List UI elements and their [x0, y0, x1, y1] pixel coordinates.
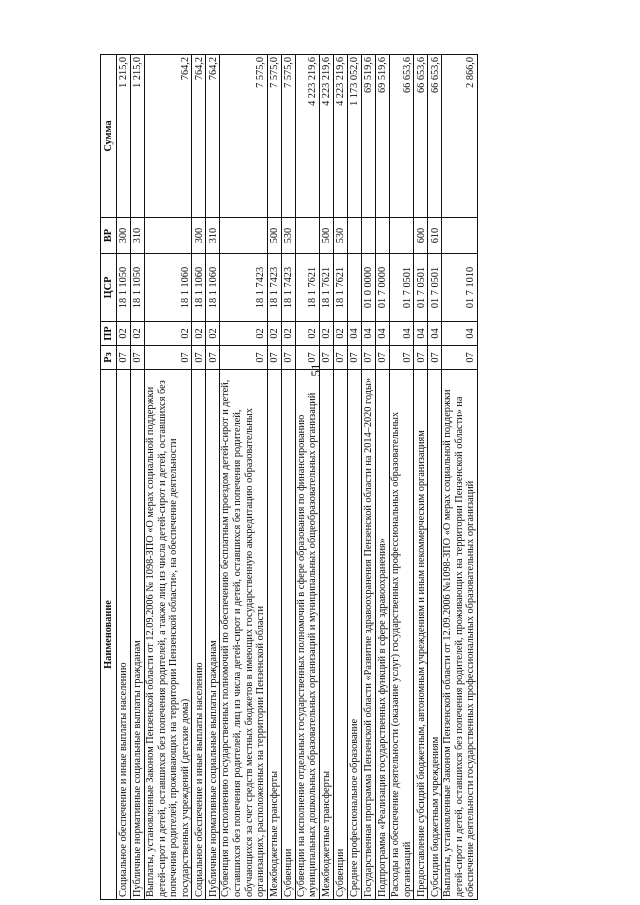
- cell-vr: 310: [206, 217, 220, 253]
- cell-csr: 18 1 7621: [295, 253, 319, 321]
- page-number: 51: [308, 363, 323, 377]
- cell-sum: 4 223 219,6: [319, 54, 333, 217]
- cell-sum: 66 653,6: [389, 54, 413, 217]
- table-row: [220, 54, 267, 899]
- table-row: [281, 54, 295, 899]
- cell-sum: 764,2: [192, 54, 206, 217]
- cell-rz: 07: [267, 345, 281, 369]
- cell-pr: 02: [206, 321, 220, 345]
- cell-rz: 07: [375, 345, 389, 369]
- cell-sum: 66 653,6: [428, 54, 442, 217]
- cell-rz: 07: [206, 345, 220, 369]
- cell-name: Субвенции на исполнение отдельных государственных полномочий в сфере образования по финансированию муниципальных дошкольных образовательных организаций и муниципальных общеобразовательных организаций: [295, 369, 319, 899]
- cell-name: Социальное обеспечение и иные выплаты населению: [117, 369, 131, 899]
- cell-pr: 02: [281, 321, 295, 345]
- table-row: [295, 54, 319, 899]
- cell-name: Государственная программа Пензенской области «Развитие здравоохранения Пензенской области на 2014–2020 годы»: [361, 369, 375, 899]
- cell-rz: 07: [117, 345, 131, 369]
- cell-pr: 02: [319, 321, 333, 345]
- cell-vr: [361, 217, 375, 253]
- cell-vr: 530: [281, 217, 295, 253]
- cell-name: Межбюджетные трансферты: [267, 369, 281, 899]
- cell-name: Расходы на обеспечение деятельности (оказание услуг) государственных профессиональных образовательных организаций: [389, 369, 413, 899]
- cell-name: Субсидии бюджетным учреждениям: [428, 369, 442, 899]
- table-row: [389, 54, 413, 899]
- cell-vr: [375, 217, 389, 253]
- table-row: [347, 54, 361, 899]
- cell-csr: 18 1 1050: [117, 253, 131, 321]
- cell-pr: 04: [428, 321, 442, 345]
- cell-pr: 04: [347, 321, 361, 345]
- header-pr: ПР: [101, 321, 117, 345]
- cell-name: Выплаты, установленные Законом Пензенской области от 12.09.2006 № 1098-ЗПО «О мерах социальной поддержки детей-сирот и детей, оставшихся без попечения родителей, а также лиц из числа детей-сирот и детей, оставшихся без попечения родителей, проживающих на территории Пензенской области», на обеспечение деятельности государственных учреждений (детские дома): [145, 369, 192, 899]
- cell-sum: 1 215,0: [117, 54, 131, 217]
- cell-csr: 01 7 0501: [414, 253, 428, 321]
- cell-vr: 500: [267, 217, 281, 253]
- cell-csr: [347, 253, 361, 321]
- cell-name: Социальное обеспечение и иные выплаты населению: [192, 369, 206, 899]
- cell-rz: 07: [295, 345, 319, 369]
- cell-pr: 02: [131, 321, 145, 345]
- cell-vr: 500: [319, 217, 333, 253]
- cell-sum: 7 575,0: [281, 54, 295, 217]
- table-row: [192, 54, 206, 899]
- cell-csr: 18 1 7423: [267, 253, 281, 321]
- cell-csr: 01 7 0501: [389, 253, 413, 321]
- cell-csr: 01 7 0000: [375, 253, 389, 321]
- cell-name: Выплаты, установленные Законом Пензенской области от 12.09.2006 №1098-ЗПО «О мерах социальной поддержки детей-сирот и детей, оставшихся без попечения родителей, проживающих на территории Пензенской области» на обеспечение деятельности государственных профессиональных образовательных организаций: [442, 369, 478, 899]
- cell-sum: 7 575,0: [267, 54, 281, 217]
- cell-name: Публичные нормативные социальные выплаты гражданам: [131, 369, 145, 899]
- cell-csr: 01 7 0501: [428, 253, 442, 321]
- cell-rz: 07: [428, 345, 442, 369]
- cell-rz: 07: [131, 345, 145, 369]
- table-row: [145, 54, 192, 899]
- header-sum: Сумма: [101, 54, 117, 217]
- cell-csr: 18 1 1060: [145, 253, 192, 321]
- cell-vr: 600: [414, 217, 428, 253]
- cell-sum: 69 519,6: [375, 54, 389, 217]
- table-row: [131, 54, 145, 899]
- cell-rz: 07: [361, 345, 375, 369]
- cell-name: Субвенция по исполнению государственных полномочий по обеспечению бесплатным проездом детей-сирот и детей, оставшихся без попечения родителей, лиц из числа детей-сирот и детей, оставшихся без попечения родителей, обучающихся за счет средств местных бюджетов в имеющих государственную аккредитацию образовательных организациях, расположенных на территории Пензенской области: [220, 369, 267, 899]
- budget-table: [100, 54, 478, 900]
- cell-sum: 1 173 052,0: [347, 54, 361, 217]
- table-header-row: [101, 54, 117, 899]
- cell-rz: 07: [220, 345, 267, 369]
- cell-sum: 7 575,0: [220, 54, 267, 217]
- table-row: [333, 54, 347, 899]
- cell-csr: 18 1 7423: [220, 253, 267, 321]
- header-name: Наименование: [101, 369, 117, 899]
- cell-csr: 18 1 1060: [192, 253, 206, 321]
- cell-name: Субвенции: [281, 369, 295, 899]
- cell-pr: 04: [442, 321, 478, 345]
- cell-pr: 04: [361, 321, 375, 345]
- cell-name: Публичные нормативные социальные выплаты гражданам: [206, 369, 220, 899]
- cell-sum: 764,2: [145, 54, 192, 217]
- table-body: [117, 54, 478, 899]
- cell-pr: 02: [117, 321, 131, 345]
- budget-table-sheet: [100, 55, 605, 900]
- cell-vr: [389, 217, 413, 253]
- cell-vr: 610: [428, 217, 442, 253]
- cell-sum: 66 653,6: [414, 54, 428, 217]
- cell-name: Среднее профессиональное образование: [347, 369, 361, 899]
- cell-sum: 69 519,6: [361, 54, 375, 217]
- cell-rz: 07: [145, 345, 192, 369]
- cell-vr: [295, 217, 319, 253]
- table-row: [117, 54, 131, 899]
- cell-csr: 18 1 7621: [319, 253, 333, 321]
- cell-pr: 04: [414, 321, 428, 345]
- cell-csr: 18 1 7423: [281, 253, 295, 321]
- cell-pr: 04: [389, 321, 413, 345]
- cell-vr: [145, 217, 192, 253]
- cell-rz: 07: [347, 345, 361, 369]
- cell-sum: 764,2: [206, 54, 220, 217]
- cell-csr: 01 7 1010: [442, 253, 478, 321]
- cell-pr: 02: [267, 321, 281, 345]
- cell-rz: 07: [319, 345, 333, 369]
- table-row: [428, 54, 442, 899]
- cell-rz: 07: [389, 345, 413, 369]
- cell-sum: 1 215,0: [131, 54, 145, 217]
- table-row: [206, 54, 220, 899]
- table-row: [361, 54, 375, 899]
- cell-pr: 02: [295, 321, 319, 345]
- cell-rz: 07: [333, 345, 347, 369]
- cell-vr: [442, 217, 478, 253]
- cell-vr: 300: [117, 217, 131, 253]
- cell-pr: 02: [220, 321, 267, 345]
- cell-sum: 4 223 219,6: [295, 54, 319, 217]
- cell-sum: 2 866,0: [442, 54, 478, 217]
- cell-vr: 310: [131, 217, 145, 253]
- table-row: [414, 54, 428, 899]
- header-csr: ЦСР: [101, 253, 117, 321]
- table-row: [442, 54, 478, 899]
- cell-csr: 18 1 7621: [333, 253, 347, 321]
- cell-csr: 01 0 0000: [361, 253, 375, 321]
- cell-vr: [347, 217, 361, 253]
- header-vr: ВР: [101, 217, 117, 253]
- cell-vr: 300: [192, 217, 206, 253]
- cell-name: Субвенции: [333, 369, 347, 899]
- cell-csr: 18 1 1060: [206, 253, 220, 321]
- cell-rz: 07: [414, 345, 428, 369]
- cell-rz: 07: [192, 345, 206, 369]
- cell-pr: 02: [333, 321, 347, 345]
- header-rz: Рз: [101, 345, 117, 369]
- cell-name: Межбюджетные трансферты: [319, 369, 333, 899]
- cell-vr: [220, 217, 267, 253]
- cell-rz: 07: [281, 345, 295, 369]
- cell-pr: 02: [192, 321, 206, 345]
- cell-name: Подпрограмма «Реализация государственных функций в сфере здравоохранения»: [375, 369, 389, 899]
- table-row: [267, 54, 281, 899]
- table-row: [375, 54, 389, 899]
- cell-csr: 18 1 1050: [131, 253, 145, 321]
- cell-rz: 07: [442, 345, 478, 369]
- cell-vr: 530: [333, 217, 347, 253]
- table-row: [319, 54, 333, 899]
- cell-name: Предоставление субсидий бюджетным, автономным учреждениям и иным некоммерческим организациям: [414, 369, 428, 899]
- cell-sum: 4 223 219,6: [333, 54, 347, 217]
- cell-pr: 04: [375, 321, 389, 345]
- cell-pr: 02: [145, 321, 192, 345]
